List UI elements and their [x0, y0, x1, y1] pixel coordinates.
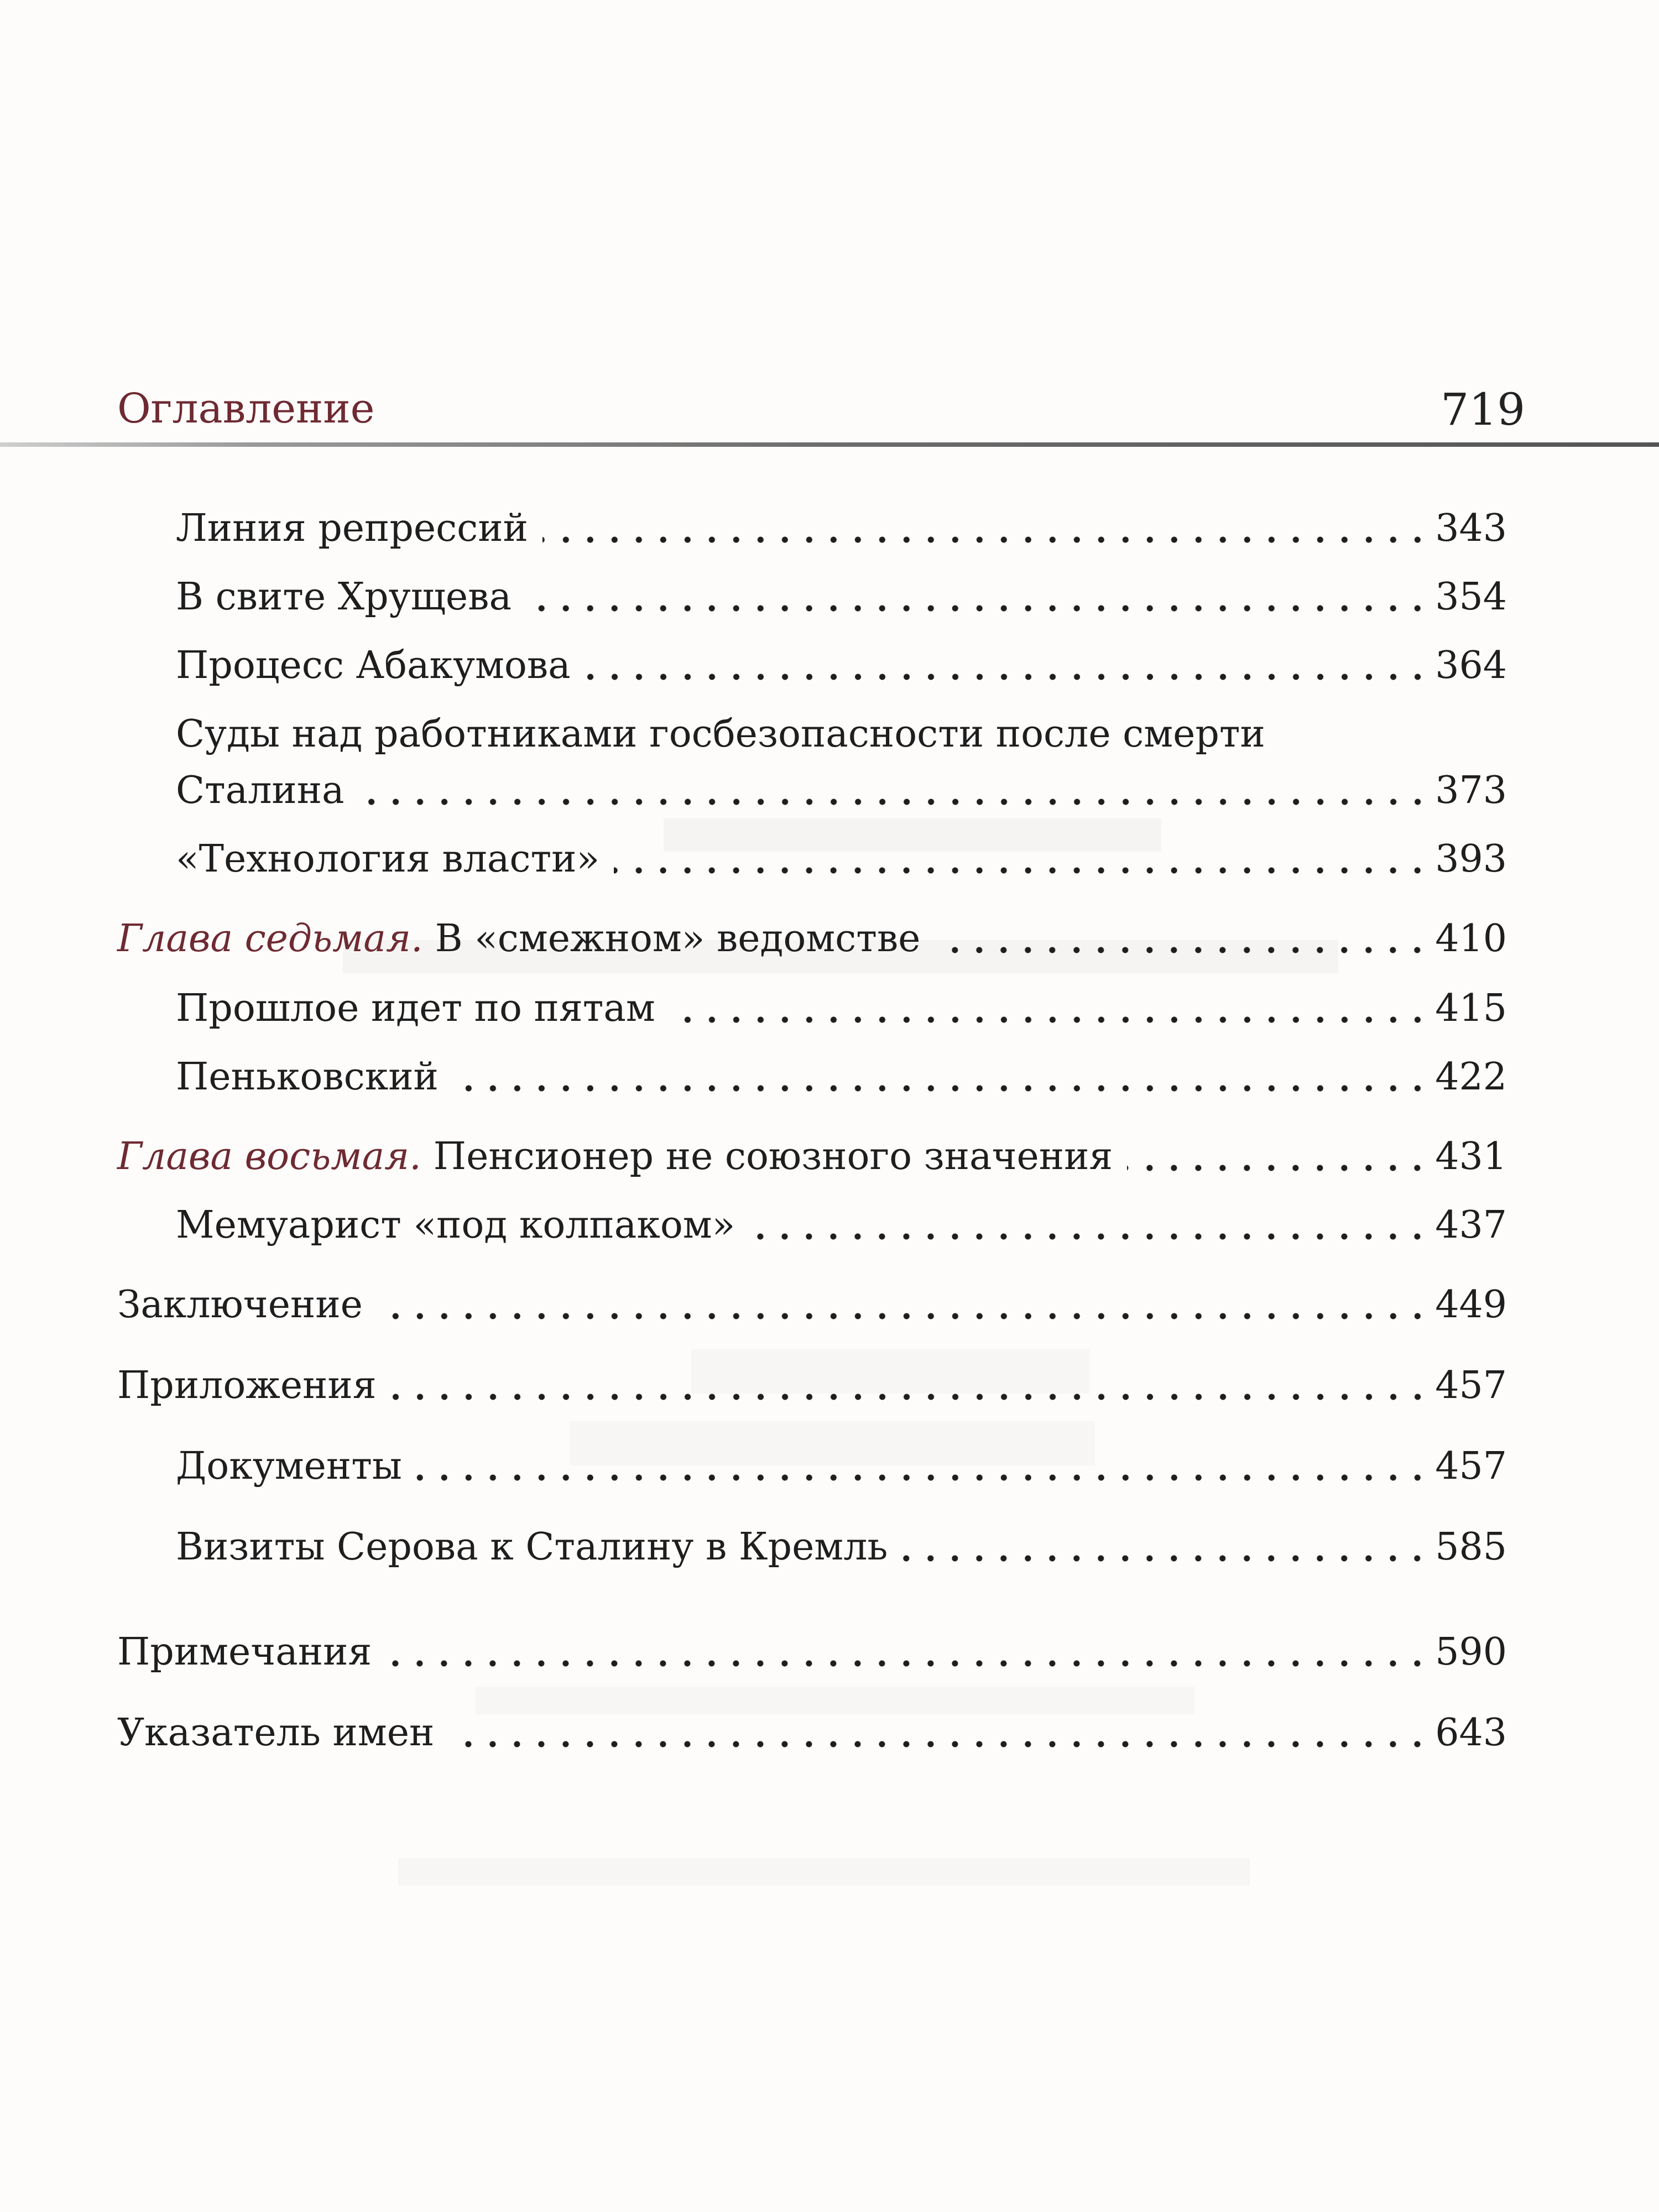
toc-entry-title: Прошлое идет по пятам [176, 987, 655, 1030]
dot-leader [377, 1313, 1430, 1319]
toc-entry-title: «Технология власти» [176, 837, 600, 881]
dot-leader [749, 1233, 1430, 1240]
toc-entry-page: 437 [1435, 1203, 1507, 1247]
toc-entry-page: 393 [1435, 837, 1507, 881]
dot-leader [448, 1741, 1430, 1747]
toc-entry-title: Приложения [117, 1364, 377, 1407]
toc-entry-page: 457 [1435, 1444, 1507, 1488]
toc-entry-title [117, 1135, 1113, 1178]
dot-leader [614, 867, 1430, 874]
toc-entry-page: 364 [1435, 644, 1507, 687]
toc-entry [176, 1525, 1507, 1569]
toc-entry [117, 1364, 1507, 1407]
toc-entry-title-line1: Суды над работниками госбезопасности после смерти [176, 712, 1265, 756]
dot-leader [670, 1016, 1430, 1023]
toc-entry [176, 1444, 1507, 1488]
dot-leader [902, 1555, 1430, 1562]
dot-leader [526, 605, 1430, 612]
toc-entry-title: Процесс Абакумова [176, 644, 571, 687]
toc-entry-title: Визиты Серова к Сталину в Кремль [176, 1525, 888, 1569]
toc-entry-title: Документы [176, 1444, 402, 1488]
toc-entry [176, 769, 1507, 812]
toc-chapter-entry [117, 1135, 1507, 1178]
toc-entry [117, 1630, 1507, 1674]
dot-leader [1127, 1165, 1430, 1171]
page-number: 719 [1441, 384, 1525, 435]
chapter-title: В «смежном» ведомстве [435, 917, 921, 961]
toc-entry-page: 449 [1435, 1283, 1507, 1327]
toc-entry-title: Заключение [117, 1283, 363, 1327]
dot-leader [386, 1660, 1430, 1667]
toc-entry-page: 431 [1435, 1135, 1507, 1178]
toc-entry [176, 837, 1507, 881]
toc-entry [117, 1283, 1507, 1327]
toc-entry-title: Указатель имен [117, 1711, 435, 1755]
toc-entry-page: 422 [1435, 1055, 1507, 1099]
dot-leader [453, 1085, 1430, 1092]
toc-entry-title: Примечания [117, 1630, 372, 1674]
toc-entry [176, 1203, 1507, 1247]
toc-entry-page: 585 [1435, 1525, 1507, 1569]
dot-leader [391, 1394, 1430, 1400]
toc-entry-page: 343 [1435, 507, 1507, 550]
toc-entry [176, 575, 1507, 619]
chapter-label: Глава седьмая. [117, 917, 423, 961]
dot-leader [359, 799, 1430, 805]
toc-entry-page: 590 [1435, 1630, 1507, 1674]
toc-entry [117, 1711, 1507, 1755]
toc-entry-page: 410 [1435, 917, 1507, 961]
dot-leader [542, 536, 1430, 543]
toc-entry-page: 415 [1435, 987, 1507, 1030]
toc-entry-page: 457 [1435, 1364, 1507, 1407]
running-header-title: Оглавление [117, 385, 375, 432]
toc-entry-page: 373 [1435, 769, 1507, 812]
toc-entry-title: Пеньковский [176, 1055, 439, 1099]
toc-entry [176, 644, 1507, 687]
dot-leader [585, 674, 1430, 680]
toc-entry [176, 987, 1507, 1030]
toc-entry-title: В свите Хрущева [176, 575, 512, 619]
chapter-label: Глава восьмая. [117, 1135, 421, 1178]
toc-entry-title [117, 917, 921, 961]
toc-entry [176, 507, 1507, 550]
toc-entry [176, 1055, 1507, 1099]
toc-entry-title: Сталина [176, 769, 345, 812]
toc-entry-title: Линия репрессий [176, 507, 528, 550]
toc-entry-page: 643 [1435, 1711, 1507, 1755]
chapter-title: Пенсионер не союзного значения [433, 1135, 1113, 1178]
toc-chapter-entry [117, 917, 1507, 961]
toc-entry-title: Мемуарист «под колпаком» [176, 1203, 735, 1247]
dot-leader [935, 947, 1430, 953]
dot-leader [416, 1474, 1430, 1481]
toc-entry-page: 354 [1435, 575, 1507, 619]
